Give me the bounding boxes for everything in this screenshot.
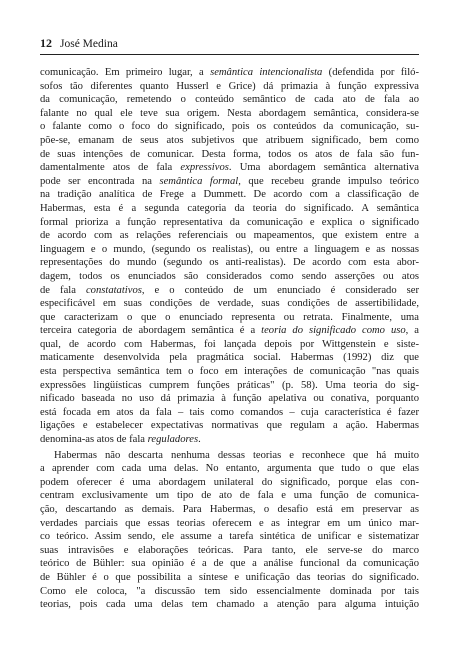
text-line: a aprender com cada uma delas. No entanto, argumenta que tudo o que elas (40, 463, 419, 475)
text-line: na tradição analítica de Frege a Dummett. De acordo com a classificação de (40, 189, 419, 201)
text-line: qual, de acordo com Habermas, foi lançada depois por Wittgenstein e siste- (40, 338, 419, 350)
text-line: de acordo com as relações referenciais ou mapeamentos, que existem entre a (40, 230, 419, 242)
text-line: de Bühler é o que possibilita a síntese e unificação das teorias do significado. (40, 571, 419, 583)
text-line: que caracterizam o que o enunciado representa ou retrata. Finalmente, uma (40, 311, 419, 323)
text-line: está focada em atos da fala – tais como comandos – cuja característica é fazer (40, 406, 419, 418)
text-line: damentalmente atos de fala expressivos. Uma abordagem semântica alternativa (40, 162, 419, 174)
text-line: linguagem e o mundo, (segundo os realistas), ou entre a linguagem e as nossas (40, 243, 419, 255)
text-line: põe-se, emanam de seus atos subjetivos que atribuem significado, bem como (40, 134, 419, 146)
text-line: o falante como o foco do significado, pois os conteúdos da comunicação, su- (40, 121, 419, 133)
body-text (40, 66, 419, 612)
page-number: 12 (40, 36, 52, 50)
text-line: ligações e estabelecer expectativas normativas que regulam a ação. Habermas (40, 420, 419, 432)
text-line: dagem, todos os enunciados são considerados como sendo asserções ou atos (40, 270, 419, 282)
text-line: comunicação. Em primeiro lugar, a semântica intencionalista (defendida por filó- (40, 67, 419, 78)
text-line: pode ser encontrada na semântica formal, que recebeu grande impulso teórico (40, 175, 419, 187)
text-line: centram exclusivamente um tipo de ato de fala e uma função de comunica- (40, 490, 419, 502)
text-line: verdades parciais que essas teorias oferecem e as integrar em um único mar- (40, 517, 419, 529)
text-line: da comunicação, remetendo o conteúdo semântico de cada ato de fala ao (40, 94, 419, 106)
text-line: teórico de Bühler: sua opinião é a de que a análise funcional da comunicação (40, 558, 419, 570)
text-line: sofos tão diferentes quanto Husserl e Grice) dá primazia à função expressiva (40, 80, 419, 92)
running-head-author: José Medina (60, 38, 118, 50)
text-line: esta perspectiva semântica tem o foco em interações de comunicação "nas quais (40, 366, 419, 378)
text-line: falante no qual ele teve sua origem. Nesta abordagem semântica, considera-se (40, 107, 419, 119)
text-line: terceira categoria de abordagem semântica é a teoria do significado como uso, a (40, 325, 419, 337)
text-line: nificado baseada no uso dá primazia à função apelativa ou conativa, porquanto (40, 393, 419, 405)
text-line: Habermas não descarta nenhuma dessas teorias e reconhece que há muito (54, 449, 419, 461)
text-line: de fala constatativos, e o conteúdo de um enunciado é considerado ser (40, 284, 419, 296)
running-header (40, 36, 419, 55)
text-line: maticamente desenvolvida pela pragmática social. Habermas (1992) diz que (40, 352, 419, 364)
text-line: teorias, pois cada uma delas tem chamado a atenção para alguma intuição (40, 599, 419, 611)
text-line: co teórico. Assim sendo, ele assume a tarefa sintética de unificar e sistematizar (40, 531, 419, 543)
text-line: especificável em suas condições de verdade, suas condições de assertibilidade, (40, 298, 419, 310)
text-line: denomina-as atos de fala reguladores. (40, 434, 201, 446)
text-line: representações do mundo (segundo os anti-realistas). De acordo com esta abor- (40, 257, 419, 269)
text-line: Como ele coloca, "a discussão tem sido essencialmente dominada por tais (40, 585, 419, 597)
text-line: Habermas, esta é a segunda categoria da teoria do significado. A semântica (40, 202, 419, 214)
text-line: ção, descartando as demais. Para Habermas, o desafio está em preservar as (40, 504, 419, 515)
text-line: formal prioriza a função representativa da comunicação e explica o significado (40, 216, 419, 228)
text-line: de suas intenções de comunicar. Desta forma, todos os atos de fala são fun- (40, 148, 419, 160)
text-line: suas intravisões e elaborações teóricas. Para tanto, ele serve-se do marco (40, 544, 419, 556)
text-line: podem oferecer é uma abordagem unilateral do significado, porque elas con- (40, 476, 419, 488)
text-line: expressões lingüísticas cumprem funções práticas" (p. 58). Uma teoria do sig- (40, 379, 419, 391)
